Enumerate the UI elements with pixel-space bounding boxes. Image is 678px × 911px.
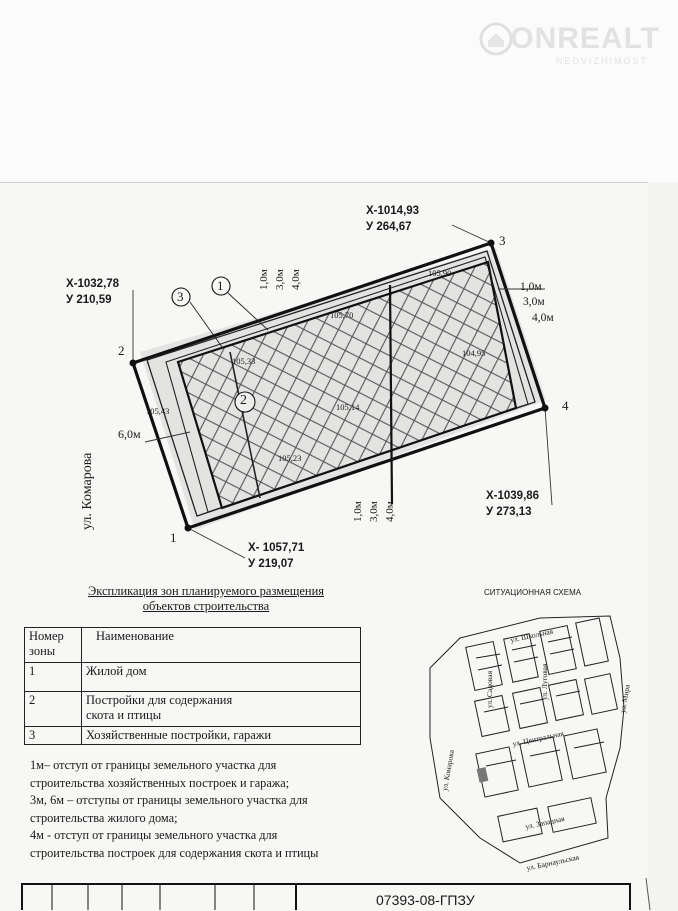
elevation-mark: 105,90 bbox=[428, 268, 452, 278]
coord-x-4: Х-1039,86 bbox=[486, 490, 540, 502]
coord-y-1: У 219,07 bbox=[248, 558, 294, 570]
situation-street-2: ул. Садовая bbox=[485, 670, 494, 708]
coord-y-2: У 210,59 bbox=[66, 294, 112, 306]
zone-label-2: 2 bbox=[240, 393, 247, 408]
setback-bottom-1: 1,0м bbox=[352, 501, 364, 522]
coord-y-3: У 264,67 bbox=[366, 221, 412, 233]
corner-num-4: 4 bbox=[562, 398, 569, 413]
explication-table bbox=[24, 627, 361, 745]
coord-x-2: Х-1032,78 bbox=[66, 278, 120, 290]
elevation-mark: 105,70 bbox=[330, 310, 354, 320]
corner-num-1: 1 bbox=[170, 530, 177, 545]
corner-num-3: 3 bbox=[499, 233, 506, 248]
elevation-mark: 105,14 bbox=[336, 402, 360, 412]
setback-left-6: 6,0м bbox=[118, 427, 141, 441]
table-row: 2 Постройки для содержания скота и птицы bbox=[25, 692, 361, 727]
setback-bottom-4: 4,0м bbox=[384, 501, 396, 522]
setback-right-4: 4,0м bbox=[532, 312, 554, 324]
setback-top-3: 3,0м bbox=[274, 269, 286, 290]
corner-num-2: 2 bbox=[118, 343, 125, 358]
watermark-sub: NEDVIZHIMOST bbox=[555, 56, 648, 66]
street-label: ул. Комарова bbox=[80, 452, 95, 530]
zone-label-3: 3 bbox=[177, 289, 184, 304]
table-header-row bbox=[25, 628, 361, 663]
situation-street-8: ул. Мира bbox=[618, 683, 632, 714]
situation-street-3: ул. Луговая bbox=[540, 663, 549, 700]
elevation-mark: 104,95 bbox=[462, 348, 486, 358]
header-name: Наименование bbox=[82, 628, 361, 663]
setback-top-1: 1,0м bbox=[258, 269, 270, 290]
elevation-mark: 105,43 bbox=[146, 406, 170, 416]
coord-x-3: Х-1014,93 bbox=[366, 205, 420, 217]
situation-street-1: ул. Школьная bbox=[509, 626, 554, 645]
coord-y-4: У 273,13 bbox=[486, 506, 532, 518]
document-code: 07393-08-ГПЗУ bbox=[376, 892, 475, 908]
table-row: 3 Хозяйственные постройки, гаражи bbox=[25, 727, 361, 745]
situation-street-4: ул. Центральная bbox=[511, 728, 565, 749]
situation-title: СИТУАЦИОННАЯ СХЕМА bbox=[484, 588, 582, 597]
situation-street-7: ул. Барнаульская bbox=[525, 852, 580, 873]
situation-street-6: ул. Западная bbox=[524, 813, 566, 832]
setback-notes: 1м– отступ от границы земельного участка для строительства хозяйственных построек и гаража; 3м, 6м – отступы от границы земельного участка для строительства жилого дома; 4м - отступ от границы земельного участка для строительства построек для содержания скота и птицы bbox=[30, 758, 319, 860]
elevation-mark: 105,33 bbox=[232, 356, 256, 366]
watermark-brand: ONREALT bbox=[510, 22, 660, 55]
title-block bbox=[0, 878, 678, 910]
zone-label-1: 1 bbox=[217, 278, 224, 293]
header-zone-number: Номер зоны bbox=[25, 628, 82, 663]
elevation-mark: 105,23 bbox=[278, 453, 302, 463]
setback-bottom-3: 3,0м bbox=[368, 501, 380, 522]
explication-title: Экспликация зон планируемого размещения объектов строительства bbox=[87, 584, 325, 613]
setback-top-4: 4,0м bbox=[290, 269, 302, 290]
coord-x-1: Х- 1057,71 bbox=[248, 542, 305, 554]
setback-right-3: 3,0м bbox=[523, 296, 545, 308]
situation-street-5: ул. Комарова bbox=[440, 749, 457, 792]
table-row: 1 Жилой дом bbox=[25, 663, 361, 692]
setback-right-1: 1,0м bbox=[520, 281, 542, 293]
